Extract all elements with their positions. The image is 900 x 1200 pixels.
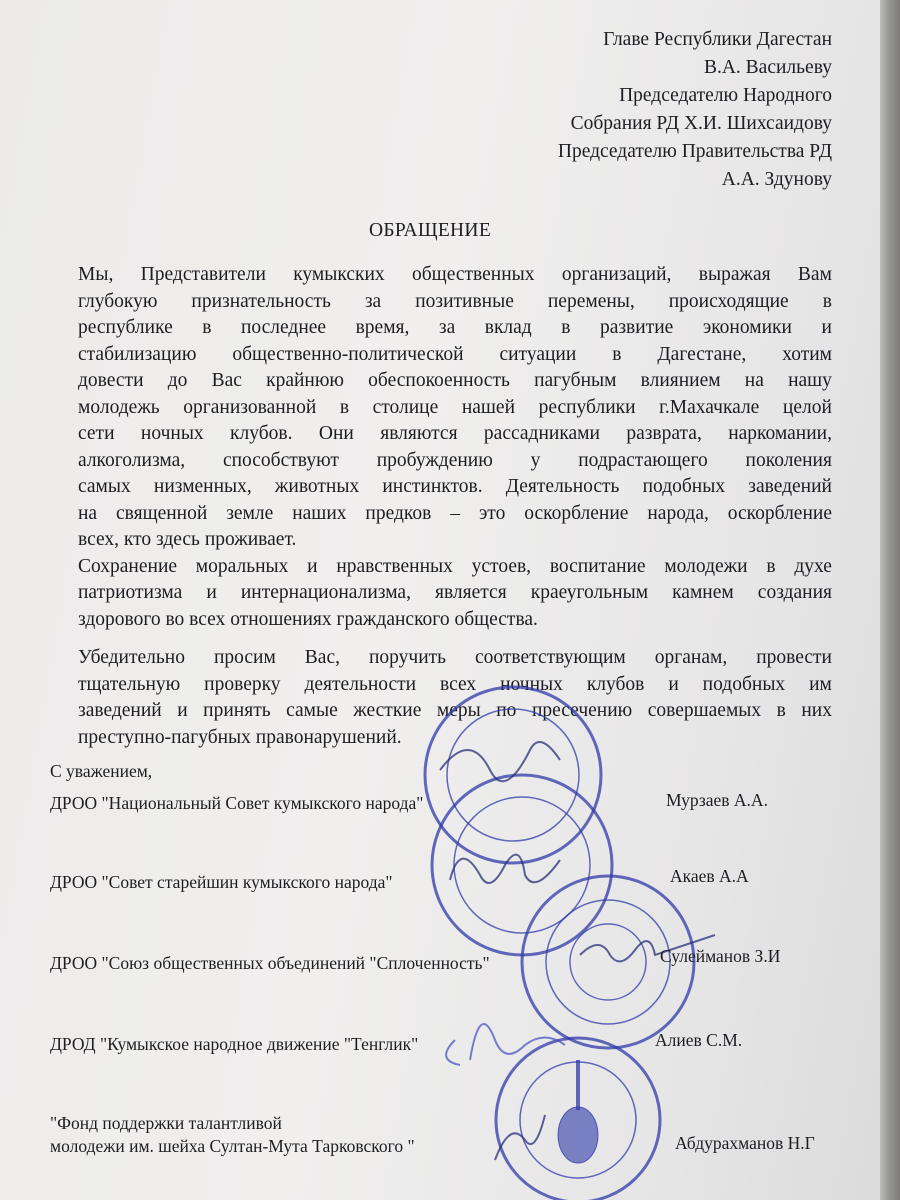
body-line: Убедительно просим Вас, поручить соответствующим органам, провести: [78, 647, 832, 668]
addressee-line: Собрания РД Х.И. Шихсаидову: [570, 113, 832, 134]
signatory-org: ДРОО "Совет старейшин кумыкского народа": [50, 872, 393, 892]
signatory-name: Алиев С.М.: [655, 1030, 743, 1050]
letter-body: [78, 262, 832, 751]
addressee-line: Председателю Народного: [619, 85, 832, 106]
signatory-org-line: молодежи им. шейха Султан-Мута Тарковского ": [50, 1136, 415, 1156]
body-line: заведений и принять самые жесткие меры по пресечению совершаемых в них: [78, 700, 832, 721]
signatory-org: ДРОД "Кумыкское народное движение "Тенглик": [50, 1034, 419, 1054]
body-line: довести до Вас крайнюю обеспокоенность пагубным влиянием на нашу: [78, 370, 832, 391]
signatory-name: Мурзаев А.А.: [666, 790, 768, 810]
signatory-org-line: "Фонд поддержки талантливой: [50, 1113, 282, 1133]
body-line: Мы, Представители кумыкских общественных организаций, выражая Вам: [78, 264, 832, 285]
addressee-line: А.А. Здунову: [721, 169, 832, 190]
signatory-org: ДРОО "Национальный Совет кумыкского народа": [50, 793, 424, 813]
body-line: глубокую признательность за позитивные перемены, происходящие в: [78, 290, 832, 312]
addressee-line: В.А. Васильеву: [703, 57, 832, 78]
body-line: сети ночных клубов. Они являются рассадниками разврата, наркомании,: [78, 423, 832, 444]
body-line: Сохранение моральных и нравственных устоев, воспитание молодежи в духе: [78, 555, 832, 577]
signatory-name: Сулейманов З.И: [660, 946, 781, 966]
body-line: всех, кто здесь проживает.: [78, 529, 297, 550]
signatory-name: Акаев А.А: [670, 866, 749, 886]
body-line: здорового во всех отношениях гражданского общества.: [78, 608, 538, 630]
document-title: ОБРАЩЕНИЕ: [368, 220, 492, 241]
addressee-line: Председателю Правительства РД: [557, 141, 832, 162]
closing: С уважением,: [50, 761, 153, 781]
body-line: преступно-пагубных правонарушений.: [78, 726, 402, 748]
body-line: на священной земле наших предков – это оскорбление народа, оскорбление: [78, 502, 832, 524]
addressee-block: [558, 26, 832, 194]
body-line: самых низменных, животных инстинктов. Деятельность подобных заведений: [78, 476, 832, 497]
body-line: республике в последнее время, за вклад в развитие экономики и: [78, 317, 832, 338]
signatory-org: [50, 1112, 415, 1158]
signatory-org: ДРОО "Союз общественных объединений "Сплоченность": [50, 953, 490, 973]
signatory-name: Абдурахманов Н.Г: [675, 1133, 815, 1153]
body-line: молодежь организованной в столице нашей республики г.Махачкале целой: [78, 396, 832, 418]
page-edge: [880, 0, 900, 1200]
body-line: патриотизма и интернационализма, является краеугольным камнем создания: [78, 582, 832, 603]
body-line: алкоголизма, способствуют пробуждению у подрастающего поколения: [78, 449, 832, 471]
body-line: стабилизацию общественно-политической ситуации в Дагестане, хотим: [78, 343, 832, 365]
body-line: тщательную проверку деятельности всех ночных клубов и подобных им: [78, 673, 832, 695]
addressee-line: Главе Республики Дагестан: [603, 29, 832, 50]
